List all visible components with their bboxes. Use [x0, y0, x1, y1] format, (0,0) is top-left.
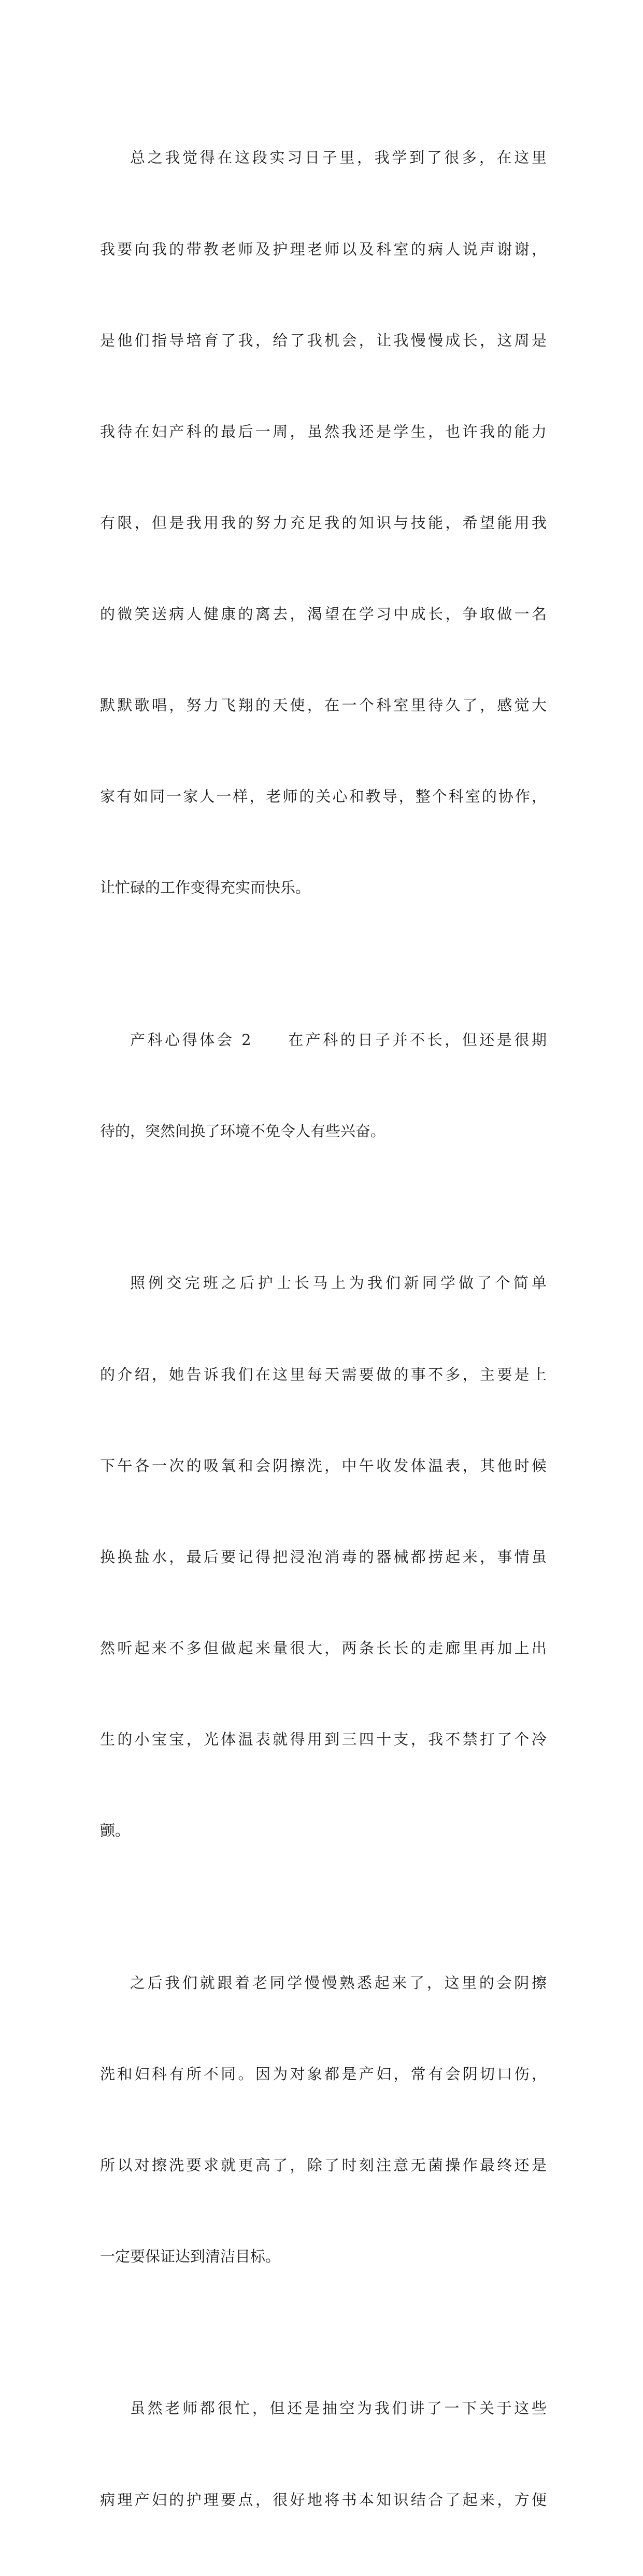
text-line: 的微笑送病人健康的离去，渴望在学习中成长，争取做一名 [100, 605, 547, 623]
text-line: 下午各一次的吸氧和会阴擦洗，中午收发体温表，其他时候 [100, 1456, 547, 1475]
text-line: 家有如同一家人一样，老师的关心和教导，整个科室的协作， [100, 788, 547, 806]
text-line: 待的，突然间换了环境不免令人有些兴奋。 [100, 1122, 386, 1140]
paragraph [100, 1207, 547, 1907]
text-line: 照例交完班之后护士长马上为我们新同学做了个简单 [130, 1274, 547, 1292]
text-line: 然听起来不多但做起来量很大，两条长长的走廊里再加上出 [100, 1639, 547, 1657]
paragraph [100, 1907, 547, 2332]
text-line: 有限，但是我用我的努力充足我的知识与技能，希望能用我 [100, 513, 547, 532]
text-line: 颤。 [100, 1822, 131, 1840]
text-line: 所以对擦洗要求就更高了，除了时刻注意无菌操作最终还是 [100, 2156, 547, 2174]
text-line: 生的小宝宝，光体温表就得用到三四十支，我不禁打了个冷 [100, 1730, 547, 1748]
text-line: 病理产妇的护理要点，很好地将书本知识结合了起来，方便 [100, 2491, 547, 2509]
text-line: 之后我们就跟着老同学慢慢熟悉起来了，这里的会阴擦 [130, 1973, 547, 1992]
text-line: 虽然老师都很忙，但还是抽空为我们讲了一下关于这些 [130, 2399, 547, 2417]
text-line: 洗和妇科有所不同。因为对象都是产妇，常有会阴切口伤， [100, 2065, 547, 2083]
text-line: 一定要保证达到清洁目标。 [100, 2247, 281, 2265]
document-body [100, 82, 547, 2576]
text-line: 默默歌唱，努力飞翔的天使，在一个科室里待久了，感觉大 [100, 696, 547, 714]
text-line: 是他们指导培育了我，给了我机会，让我慢慢成长，这周是 [100, 331, 547, 349]
text-line: 产科心得体会 2 在产科的日子并不长，但还是很期 [130, 1031, 547, 1049]
text-line: 的介绍，她告诉我们在这里每天需要做的事不多，主要是上 [100, 1365, 547, 1383]
paragraph [100, 2332, 547, 2576]
text-line: 我待在妇产科的最后一周，虽然我还是学生，也许我的能力 [100, 422, 547, 440]
text-line: 换换盐水，最后要记得把浸泡消毒的器械都捞起来，事情虽 [100, 1548, 547, 1566]
text-line: 让忙碌的工作变得充实而快乐。 [100, 879, 311, 897]
paragraph [100, 964, 547, 1207]
text-line: 我要向我的带教老师及护理老师以及科室的病人说声谢谢， [100, 240, 547, 258]
text-line: 总之我觉得在这段实习日子里，我学到了很多，在这里 [130, 149, 547, 167]
paragraph [100, 82, 547, 964]
